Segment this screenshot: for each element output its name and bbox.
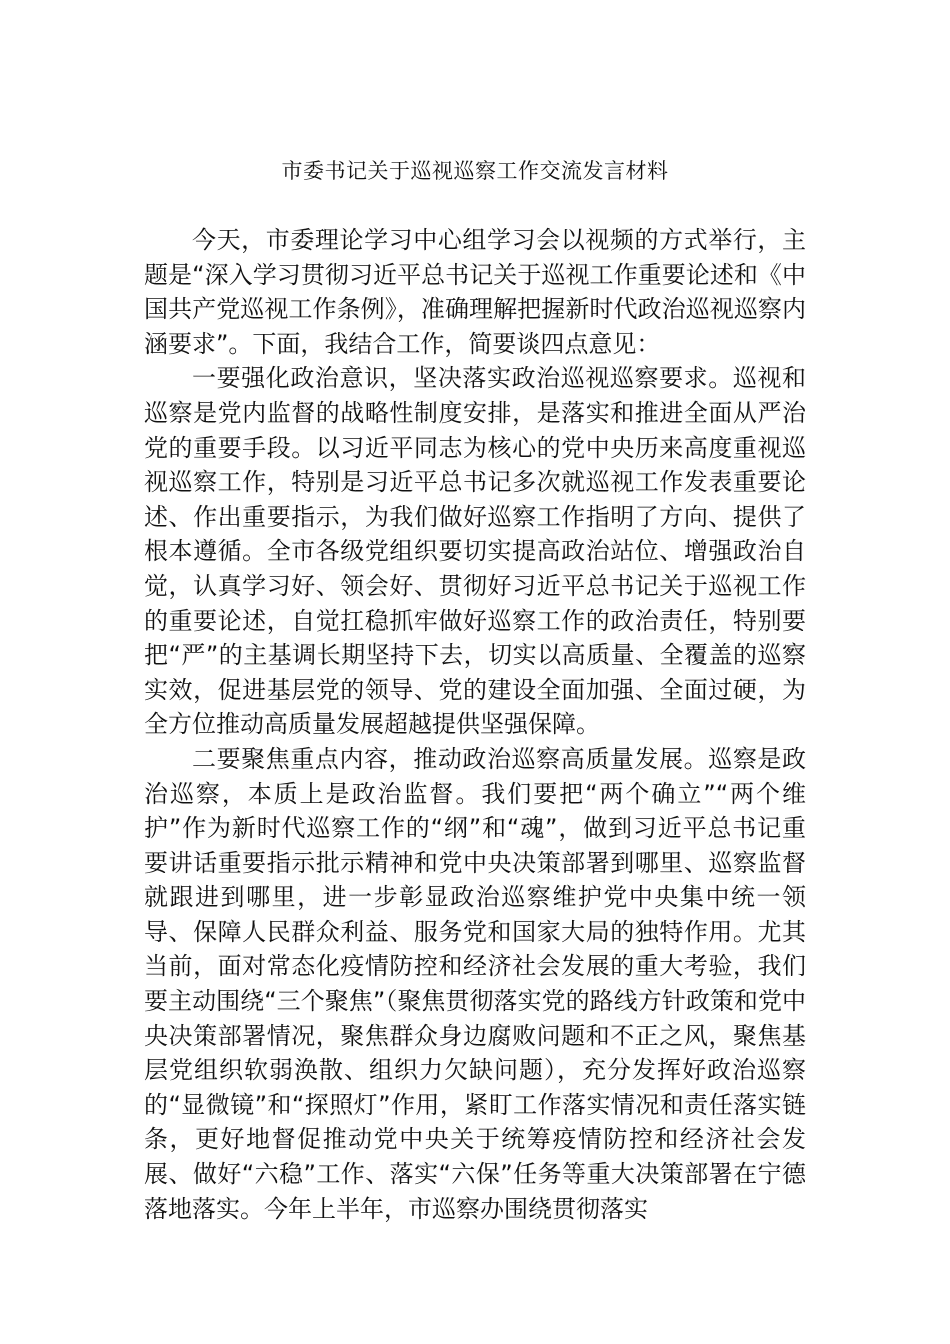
document-body (144, 223, 806, 1226)
paragraph-intro: 今天，市委理论学习中心组学习会以视频的方式举行，主题是“深入学习贯彻习近平总书记关于巡视工作重要论述和《中国共产党巡视工作条例》，准确理解把握新时代政治巡视巡察内涵要求”。下面，我结合工作，简要谈四点意见： (144, 226, 806, 358)
paragraph-point-one: 一要强化政治意识，坚决落实政治巡视巡察要求。巡视和巡察是党内监督的战略性制度安排，是落实和推进全面从严治党的重要手段。以习近平同志为核心的党中央历来高度重视巡视巡察工作，特别是习近平总书记多次就巡视工作发表重要论述、作出重要指示，为我们做好巡察工作指明了方向、提供了根本遵循。全市各级党组织要切实提高政治站位、增强政治自觉，认真学习好、领会好、贯彻好习近平总书记关于巡视工作的重要论述，自觉扛稳抓牢做好巡察工作的政治责任，特别要把“严”的主基调长期坚持下去，切实以高质量、全覆盖的巡察实效，促进基层党的领导、党的建设全面加强、全面过硬，为全方位推动高质量发展超越提供坚强保障。 (144, 364, 806, 739)
paragraph-point-two: 二要聚焦重点内容，推动政治巡察高质量发展。巡察是政治巡察，本质上是政治监督。我们要把“两个确立”“两个维护”作为新时代巡察工作的“纲”和“魂”，做到习近平总书记重要讲话重要指示批示精神和党中央决策部署到哪里、巡察监督就跟进到哪里，进一步彰显政治巡察维护党中央集中统一领导、保障人民群众利益、服务党和国家大局的独特作用。尤其当前，面对常态化疫情防控和经济社会发展的重大考验，我们要主动围绕“三个聚焦”（聚焦贯彻落实党的路线方针政策和党中央决策部署情况，聚焦群众身边腐败问题和不正之风，聚焦基层党组织软弱涣散、组织力欠缺问题），充分发挥好政治巡察的“显微镜”和“探照灯”作用，紧盯工作落实情况和责任落实链条，更好地督促推动党中央关于统筹疫情防控和经济社会发展、做好“六稳”工作、落实“六保”任务等重大决策部署在宁德落地落实。今年上半年，市巡察办围绕贯彻落实 (144, 744, 806, 1223)
document-title: 市委书记关于巡视巡察工作交流发言材料 (281, 159, 669, 183)
